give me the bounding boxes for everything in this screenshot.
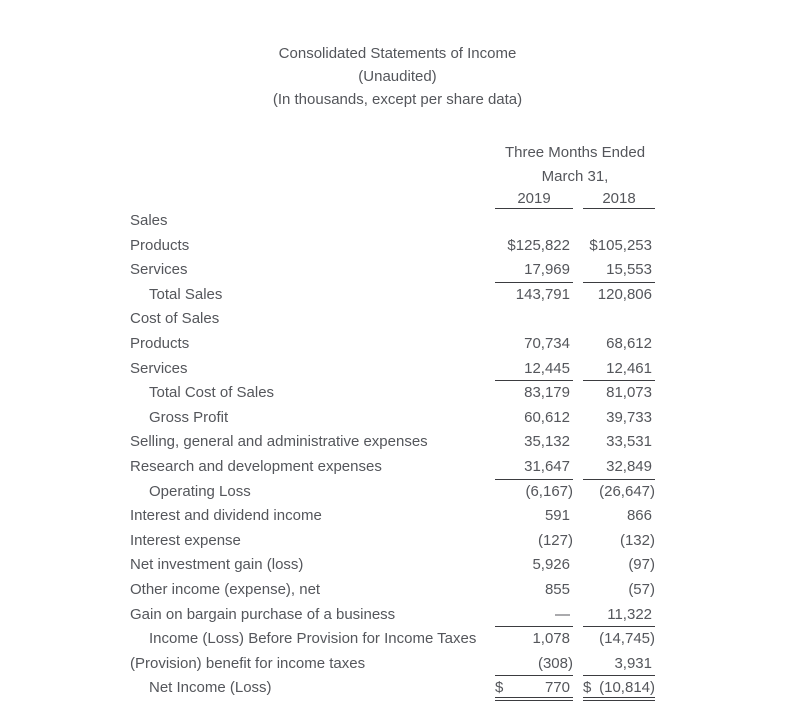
value-2019: $125,822 bbox=[507, 236, 570, 254]
row-label: Interest and dividend income bbox=[130, 507, 322, 525]
row-label: Services bbox=[130, 261, 188, 279]
row-label: Total Cost of Sales bbox=[149, 384, 275, 402]
row-label: Net Income (Loss) bbox=[149, 679, 272, 697]
column-gap bbox=[573, 480, 583, 505]
column-gap bbox=[573, 603, 583, 628]
value-2019: 12,445 bbox=[495, 357, 573, 382]
value-2018: (57) bbox=[628, 580, 655, 598]
value-2019 bbox=[495, 676, 573, 701]
column-gap bbox=[573, 676, 583, 701]
value-2018: 32,849 bbox=[583, 455, 655, 480]
value-number: (10,814) bbox=[599, 679, 655, 697]
value-2018: 33,531 bbox=[606, 433, 652, 451]
column-gap bbox=[573, 209, 583, 234]
value-2019: 855 bbox=[544, 580, 570, 598]
value-2018: 81,073 bbox=[606, 384, 652, 402]
value-2018 bbox=[583, 307, 655, 332]
column-gap bbox=[573, 307, 583, 332]
value-2019: 83,179 bbox=[524, 384, 570, 402]
column-gap bbox=[573, 578, 583, 603]
value-2018: 11,322 bbox=[583, 603, 655, 628]
value-2019: 1,078 bbox=[532, 630, 570, 648]
column-gap bbox=[573, 189, 583, 209]
row-label: Operating Loss bbox=[149, 482, 251, 500]
column-gap bbox=[573, 332, 583, 357]
value-2018: 120,806 bbox=[597, 285, 652, 303]
value-2019: (127) bbox=[537, 531, 573, 549]
column-gap bbox=[573, 652, 583, 677]
value-2019 bbox=[495, 209, 573, 234]
period-header-line2: March 31, bbox=[541, 168, 609, 185]
row-label: Gain on bargain purchase of a business bbox=[130, 605, 396, 623]
statement-units-note: (In thousands, except per share data) bbox=[272, 91, 523, 108]
column-gap bbox=[573, 258, 583, 283]
value-2019 bbox=[495, 307, 573, 332]
period-header-line1: Three Months Ended bbox=[504, 144, 646, 161]
value-2018: $105,253 bbox=[589, 236, 652, 254]
column-gap bbox=[573, 234, 583, 259]
value-2018 bbox=[583, 676, 655, 701]
value-2018: 39,733 bbox=[606, 408, 652, 426]
row-label: Interest expense bbox=[130, 531, 241, 549]
row-label: Gross Profit bbox=[149, 408, 229, 426]
column-gap bbox=[573, 381, 583, 406]
value-2018: 12,461 bbox=[583, 357, 655, 382]
value-2018: (14,745) bbox=[599, 630, 655, 648]
value-2018: 3,931 bbox=[583, 652, 655, 677]
column-gap bbox=[573, 455, 583, 480]
value-2018: (97) bbox=[628, 556, 655, 574]
statement-title: Consolidated Statements of Income bbox=[278, 45, 517, 62]
column-gap bbox=[573, 553, 583, 578]
row-label: Services bbox=[130, 359, 188, 377]
value-2019: 60,612 bbox=[524, 408, 570, 426]
value-2019: 591 bbox=[544, 507, 570, 525]
row-label: (Provision) benefit for income taxes bbox=[130, 654, 366, 672]
row-label: Research and development expenses bbox=[130, 457, 382, 475]
value-2018: (26,647) bbox=[599, 482, 655, 500]
column-gap bbox=[573, 504, 583, 529]
value-2019: (6,167) bbox=[525, 482, 573, 500]
row-label: Products bbox=[130, 334, 190, 352]
row-label: Other income (expense), net bbox=[130, 580, 321, 598]
value-2019: 17,969 bbox=[495, 258, 573, 283]
column-header-2018: 2018 bbox=[583, 189, 655, 209]
currency-symbol: $ bbox=[583, 679, 592, 697]
value-2019: 143,791 bbox=[515, 285, 570, 303]
value-2018: 68,612 bbox=[606, 334, 652, 352]
row-label: Sales bbox=[130, 212, 168, 229]
column-gap bbox=[573, 430, 583, 455]
value-2018 bbox=[583, 209, 655, 234]
row-label: Net investment gain (loss) bbox=[130, 556, 304, 574]
value-2019: (308) bbox=[495, 652, 573, 677]
value-2018: (132) bbox=[619, 531, 655, 549]
value-2019: 35,132 bbox=[524, 433, 570, 451]
value-2019: 70,734 bbox=[524, 334, 570, 352]
currency-symbol: $ bbox=[495, 679, 504, 697]
column-gap bbox=[573, 283, 583, 308]
column-gap bbox=[573, 529, 583, 554]
value-number: 770 bbox=[544, 679, 570, 697]
value-2018: 15,553 bbox=[583, 258, 655, 283]
row-label: Products bbox=[130, 236, 190, 254]
document-header bbox=[0, 42, 795, 111]
column-header-2019: 2019 bbox=[495, 189, 573, 209]
value-2019: — bbox=[495, 603, 573, 628]
row-label: Total Sales bbox=[149, 285, 223, 303]
column-gap bbox=[573, 406, 583, 431]
row-label: Selling, general and administrative expenses bbox=[130, 433, 428, 451]
value-2019: 31,647 bbox=[495, 455, 573, 480]
row-label: Income (Loss) Before Provision for Income Taxes bbox=[149, 630, 477, 648]
income-statement-table bbox=[130, 140, 655, 701]
statement-unaudited-note: (Unaudited) bbox=[358, 68, 437, 85]
column-gap bbox=[573, 357, 583, 382]
value-2018: 866 bbox=[626, 507, 652, 525]
row-label: Cost of Sales bbox=[130, 310, 220, 328]
column-gap bbox=[573, 627, 583, 652]
value-2019: 5,926 bbox=[532, 556, 570, 574]
